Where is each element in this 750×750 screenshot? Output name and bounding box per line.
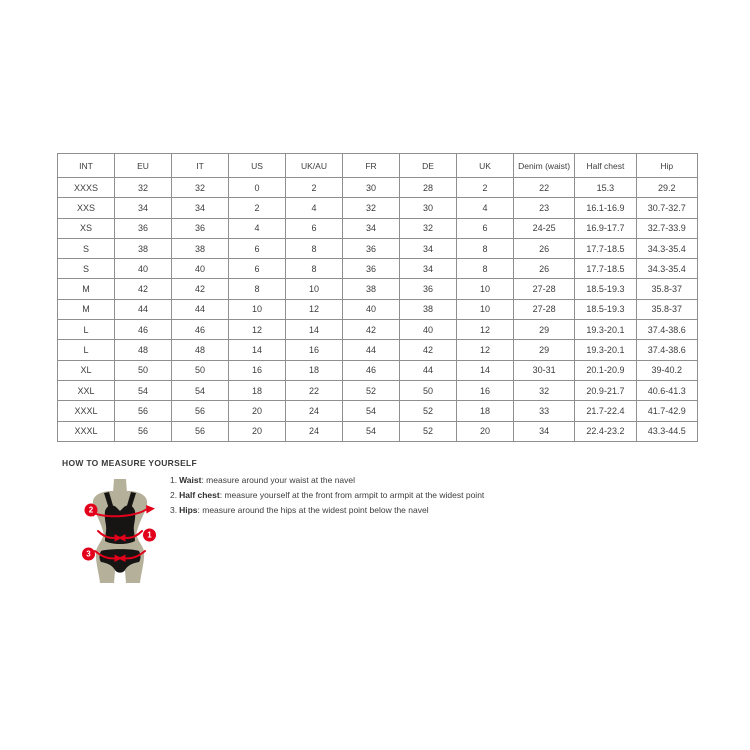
table-cell: 34.3-35.4 (636, 259, 697, 279)
table-cell: 36 (343, 238, 400, 258)
table-cell: 46 (172, 320, 229, 340)
table-cell: 6 (229, 259, 286, 279)
table-cell: 40 (172, 259, 229, 279)
table-cell: 36 (343, 259, 400, 279)
table-cell: 32 (115, 178, 172, 198)
table-cell: 42 (400, 340, 457, 360)
table-cell: 54 (115, 380, 172, 400)
table-cell: 2 (457, 178, 514, 198)
table-row (58, 401, 698, 421)
step-text: : measure around the hips at the widest point below the navel (197, 505, 429, 515)
table-cell: 50 (115, 360, 172, 380)
table-cell: 44 (400, 360, 457, 380)
table-cell: 12 (457, 340, 514, 360)
table-cell: 16 (229, 360, 286, 380)
table-row (58, 238, 698, 258)
table-cell: 22 (514, 178, 575, 198)
table-cell: 20 (457, 421, 514, 441)
step-text: : measure yourself at the front from armpit to armpit at the widest point (219, 490, 485, 500)
svg-text:3: 3 (86, 549, 91, 559)
table-cell: 34 (514, 421, 575, 441)
step-label: Waist (179, 475, 202, 485)
column-header-uk-au: UK/AU (286, 154, 343, 178)
table-cell: 42 (115, 279, 172, 299)
column-header-fr: FR (343, 154, 400, 178)
table-cell: 38 (115, 238, 172, 258)
table-cell: 32 (514, 380, 575, 400)
table-cell: 34.3-35.4 (636, 238, 697, 258)
table-cell: 33 (514, 401, 575, 421)
table-cell: 30-31 (514, 360, 575, 380)
table-cell: 48 (115, 340, 172, 360)
marker-2-badge (85, 504, 98, 517)
table-cell: 4 (286, 198, 343, 218)
table-cell: 19.3-20.1 (575, 340, 636, 360)
table-cell: 27-28 (514, 299, 575, 319)
column-header-half-chest: Half chest (575, 154, 636, 178)
measure-step-hips (170, 506, 484, 515)
table-cell: 34 (400, 259, 457, 279)
table-cell: 34 (343, 218, 400, 238)
table-cell: 16.1-16.9 (575, 198, 636, 218)
measure-step-half-chest (170, 491, 484, 500)
table-cell: 15.3 (575, 178, 636, 198)
table-cell: 41.7-42.9 (636, 401, 697, 421)
table-cell: 10 (229, 299, 286, 319)
table-row (58, 259, 698, 279)
table-cell: 6 (286, 218, 343, 238)
table-cell: 24 (286, 401, 343, 421)
measurement-figure (78, 479, 162, 587)
table-cell: 17.7-18.5 (575, 259, 636, 279)
table-cell: 46 (343, 360, 400, 380)
table-row (58, 421, 698, 441)
table-cell: 20 (229, 401, 286, 421)
table-row (58, 279, 698, 299)
table-cell: 20 (229, 421, 286, 441)
measure-step-waist (170, 476, 484, 485)
table-cell: 54 (343, 401, 400, 421)
table-cell: 29 (514, 340, 575, 360)
table-cell: S (58, 259, 115, 279)
table-cell: L (58, 320, 115, 340)
column-header-us: US (229, 154, 286, 178)
table-row (58, 360, 698, 380)
table-cell: L (58, 340, 115, 360)
table-cell: 8 (457, 259, 514, 279)
table-cell: 36 (172, 218, 229, 238)
table-cell: M (58, 299, 115, 319)
table-cell: 35.8-37 (636, 279, 697, 299)
table-cell: 32 (172, 178, 229, 198)
table-cell: 26 (514, 259, 575, 279)
table-cell: XXXL (58, 401, 115, 421)
table-cell: 17.7-18.5 (575, 238, 636, 258)
table-cell: 56 (115, 421, 172, 441)
table-cell: 35.8-37 (636, 299, 697, 319)
table-cell: 14 (229, 340, 286, 360)
table-cell: 38 (343, 279, 400, 299)
table-cell: 4 (457, 198, 514, 218)
table-cell: 44 (172, 299, 229, 319)
table-cell: 24 (286, 421, 343, 441)
table-cell: 44 (115, 299, 172, 319)
step-text: : measure around your waist at the navel (201, 475, 356, 485)
table-row (58, 198, 698, 218)
table-cell: 38 (172, 238, 229, 258)
table-cell: 38 (400, 299, 457, 319)
table-cell: 24-25 (514, 218, 575, 238)
svg-text:2: 2 (88, 505, 94, 515)
column-header-denim-waist: Denim (waist) (514, 154, 575, 178)
table-cell: 21.7-22.4 (575, 401, 636, 421)
table-cell: 43.3-44.5 (636, 421, 697, 441)
table-cell: 54 (343, 421, 400, 441)
table-cell: 52 (343, 380, 400, 400)
column-header-int: INT (58, 154, 115, 178)
table-cell: 44 (343, 340, 400, 360)
table-row (58, 178, 698, 198)
table-cell: 8 (286, 259, 343, 279)
table-cell: 37.4-38.6 (636, 340, 697, 360)
table-cell: 22 (286, 380, 343, 400)
table-cell: 50 (400, 380, 457, 400)
table-cell: 36 (400, 279, 457, 299)
table-cell: 30.7-32.7 (636, 198, 697, 218)
table-row (58, 320, 698, 340)
marker-3-badge (82, 548, 95, 561)
table-cell: 23 (514, 198, 575, 218)
table-cell: 56 (172, 421, 229, 441)
table-cell: 19.3-20.1 (575, 320, 636, 340)
table-cell: 18 (286, 360, 343, 380)
table-cell: 46 (115, 320, 172, 340)
table-cell: 16 (286, 340, 343, 360)
column-header-uk: UK (457, 154, 514, 178)
table-cell: 12 (457, 320, 514, 340)
table-cell: 52 (400, 421, 457, 441)
table-cell: 29.2 (636, 178, 697, 198)
table-cell: 26 (514, 238, 575, 258)
table-cell: 20.1-20.9 (575, 360, 636, 380)
table-cell: 34 (400, 238, 457, 258)
table-cell: 36 (115, 218, 172, 238)
table-cell: 12 (286, 299, 343, 319)
table-cell: 30 (400, 198, 457, 218)
table-cell: 6 (457, 218, 514, 238)
table-cell: 2 (286, 178, 343, 198)
table-cell: 30 (343, 178, 400, 198)
table-cell: 4 (229, 218, 286, 238)
table-cell: 6 (229, 238, 286, 258)
table-header-row (58, 154, 698, 178)
measure-section-heading: HOW TO MEASURE YOURSELF (62, 458, 198, 468)
table-cell: 27-28 (514, 279, 575, 299)
table-cell: 16 (457, 380, 514, 400)
table-cell: 42 (172, 279, 229, 299)
table-cell: 20.9-21.7 (575, 380, 636, 400)
table-cell: XXL (58, 380, 115, 400)
table-cell: 34 (172, 198, 229, 218)
table-cell: 42 (343, 320, 400, 340)
step-number: 3. (170, 505, 178, 515)
table-cell: 40 (343, 299, 400, 319)
table-cell: 8 (229, 279, 286, 299)
table-row (58, 299, 698, 319)
table-cell: XXXL (58, 421, 115, 441)
step-number: 1. (170, 475, 178, 485)
table-cell: 40.6-41.3 (636, 380, 697, 400)
table-cell: 16.9-17.7 (575, 218, 636, 238)
table-cell: 12 (229, 320, 286, 340)
table-cell: XXS (58, 198, 115, 218)
table-cell: 8 (286, 238, 343, 258)
marker-1-badge (143, 529, 156, 542)
table-cell: 22.4-23.2 (575, 421, 636, 441)
table-cell: 18 (229, 380, 286, 400)
table-cell: 40 (115, 259, 172, 279)
table-cell: 37.4-38.6 (636, 320, 697, 340)
table-row (58, 340, 698, 360)
table-cell: 34 (115, 198, 172, 218)
table-cell: 32.7-33.9 (636, 218, 697, 238)
table-cell: 18 (457, 401, 514, 421)
table-cell: 40 (400, 320, 457, 340)
table-cell: 32 (343, 198, 400, 218)
table-cell: 52 (400, 401, 457, 421)
table-cell: 56 (115, 401, 172, 421)
table-cell: 10 (457, 299, 514, 319)
table-cell: M (58, 279, 115, 299)
table-cell: XS (58, 218, 115, 238)
table-cell: S (58, 238, 115, 258)
table-cell: 18.5-19.3 (575, 299, 636, 319)
measurement-figure-illustration (78, 479, 162, 587)
column-header-eu: EU (115, 154, 172, 178)
table-cell: 10 (286, 279, 343, 299)
table-cell: 14 (286, 320, 343, 340)
table-cell: 28 (400, 178, 457, 198)
svg-text:1: 1 (147, 530, 152, 540)
table-cell: XXXS (58, 178, 115, 198)
table-cell: 56 (172, 401, 229, 421)
table-cell: 2 (229, 198, 286, 218)
table-cell: 39-40.2 (636, 360, 697, 380)
step-number: 2. (170, 490, 178, 500)
size-conversion-table (57, 153, 698, 442)
table-cell: 0 (229, 178, 286, 198)
table-cell: 14 (457, 360, 514, 380)
table-cell: 8 (457, 238, 514, 258)
step-label: Half chest (179, 490, 220, 500)
column-header-it: IT (172, 154, 229, 178)
measure-instructions (170, 476, 484, 515)
table-cell: 50 (172, 360, 229, 380)
step-label: Hips (179, 505, 198, 515)
table-row (58, 218, 698, 238)
table-cell: 48 (172, 340, 229, 360)
table-cell: 29 (514, 320, 575, 340)
table-cell: 54 (172, 380, 229, 400)
column-header-de: DE (400, 154, 457, 178)
table-cell: XL (58, 360, 115, 380)
table-cell: 10 (457, 279, 514, 299)
table-cell: 32 (400, 218, 457, 238)
table-row (58, 380, 698, 400)
table-cell: 18.5-19.3 (575, 279, 636, 299)
column-header-hip: Hip (636, 154, 697, 178)
